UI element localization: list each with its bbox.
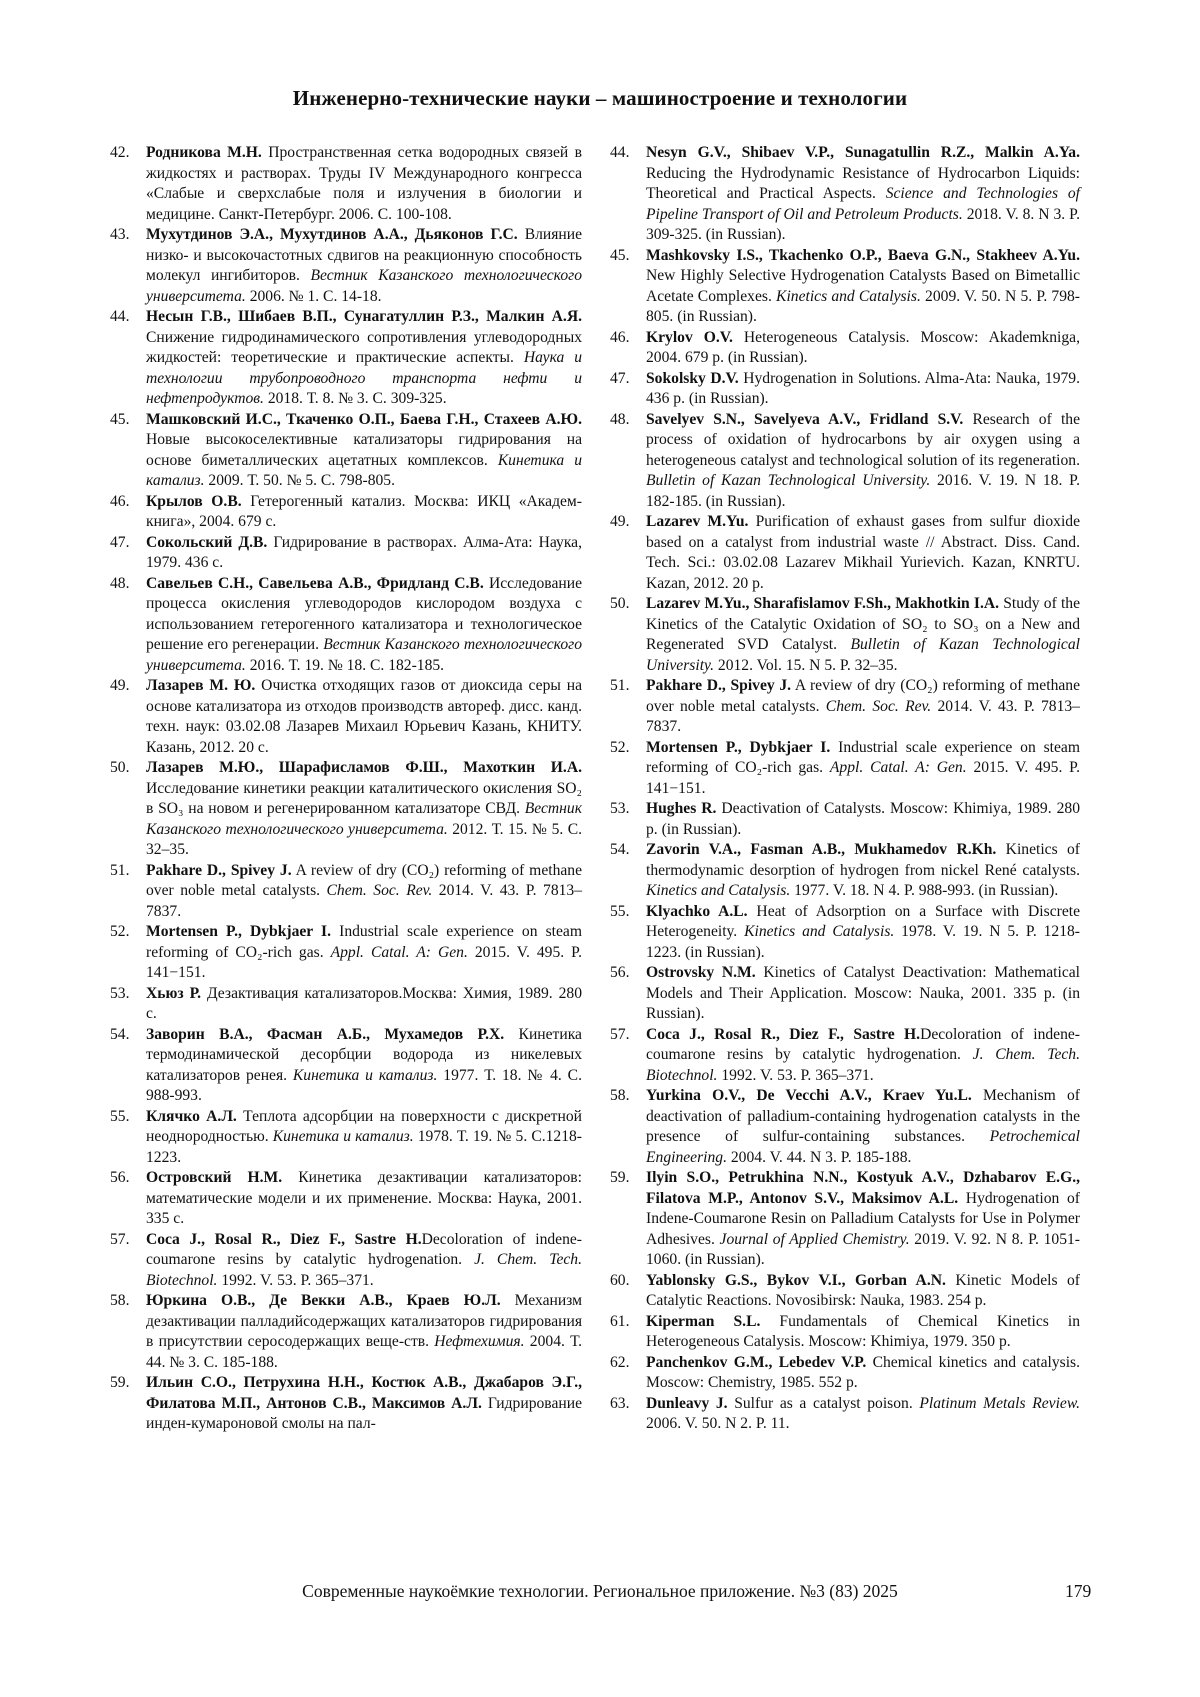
- reference-authors: Клячко А.Л.: [146, 1107, 237, 1125]
- reference-item: [110, 1230, 582, 1292]
- reference-title: Hydrogenation in Solutions. Alma-Ata: Nauka, 1979. 436 p. (in Russian).: [646, 369, 1080, 407]
- reference-title: Гетерогенный катализ. Москва: ИКЦ «Академ-книга», 2004. 679 с.: [146, 492, 582, 530]
- reference-item: [610, 1394, 1080, 1435]
- reference-authors: Mortensen P., Dybkjaer I.: [146, 923, 332, 940]
- reference-number: 50.: [610, 595, 630, 612]
- reference-journal: Appl. Catal. A: Gen.: [829, 759, 967, 776]
- reference-journal: Petrochemical Engineering.: [646, 1128, 1080, 1166]
- reference-number: 44.: [110, 308, 130, 325]
- reference-number: 43.: [110, 226, 130, 243]
- reference-details: 2004. V. 44. N 3. P. 185-188.: [726, 1148, 912, 1166]
- page-number: 179: [1065, 1581, 1092, 1601]
- reference-authors: Машковский И.С., Ткаченко О.П., Баева Г.Н., Стахеев А.Ю.: [146, 410, 582, 428]
- references-russian: [110, 143, 582, 1435]
- reference-title: Purification of exhaust gases from sulfur dioxide based on a catalyst from industrial waste // Abstract. Diss. Cand. Tech. Sci.: 03.02.08 Lazarev Mikhail Yurievich. Kazan, KNRTU. Kazan, 2012. 20 p.: [646, 513, 1080, 592]
- reference-item: [110, 533, 582, 574]
- reference-title: Влияние низко- и высокочастотных сдвигов на реакционную способность молекул ингибиторов.: [146, 226, 582, 284]
- reference-item: [610, 1086, 1080, 1168]
- reference-item: [610, 369, 1080, 410]
- reference-journal: Journal of Applied Chemistry.: [719, 1230, 910, 1248]
- reference-number: 56.: [610, 964, 630, 981]
- reference-authors: Хьюз Р.: [146, 984, 202, 1002]
- reference-journal: Chem. Soc. Rev.: [326, 882, 433, 899]
- reference-journal: Вестник Казанского технологического университета.: [146, 800, 582, 838]
- reference-journal: Science and Technologies of Pipeline Transport of Oil and Petroleum Products.: [646, 185, 1080, 223]
- reference-item: [110, 1373, 582, 1435]
- reference-number: 59.: [110, 1374, 130, 1391]
- reference-title: Deactivation of Catalysts. Moscow: Khimiya, 1989. 280 p. (in Russian).: [646, 800, 1080, 838]
- reference-authors: Klyachko A.L.: [646, 902, 748, 920]
- reference-details: 2004. Т. 44. № 3. С. 185-188.: [146, 1333, 583, 1371]
- reference-authors: Pakhare D., Spivey J.: [146, 861, 292, 879]
- reference-authors: Сокольский Д.В.: [146, 533, 268, 551]
- reference-details: 2015. V. 495. P. 141−151.: [646, 759, 1081, 797]
- reference-details: 2006. № 1. С. 14-18.: [245, 287, 382, 305]
- reference-details: 2016. Т. 19. № 18. С. 182-185.: [245, 656, 445, 674]
- reference-number: 63.: [610, 1394, 630, 1412]
- reference-authors: Заворин В.А., Фасман А.Б., Мухамедов Р.Х.: [146, 1025, 505, 1043]
- reference-authors: Panchenkov G.M., Lebedev V.P.: [646, 1353, 867, 1371]
- reference-authors: Dunleavy J.: [646, 1394, 728, 1412]
- reference-item: [110, 861, 582, 923]
- reference-title: Кинетика термодинамической десорбции водорода из никелевых катализаторов ренея.: [146, 1025, 582, 1084]
- reference-authors: Sokolsky D.V.: [646, 369, 739, 387]
- reference-item: [110, 410, 582, 492]
- reference-item: [610, 328, 1080, 369]
- reference-journal: Кинетика и катализ.: [146, 451, 582, 489]
- reference-item: [110, 922, 582, 984]
- reference-title: Дезактивация катализаторов.Москва: Химия, 1989. 280 с.: [146, 984, 582, 1022]
- reference-item: [610, 1025, 1080, 1087]
- reference-journal: Appl. Catal. A: Gen.: [330, 943, 468, 961]
- reference-authors: Savelyev S.N., Savelyeva A.V., Fridland S.V.: [646, 410, 964, 428]
- reference-number: 52.: [110, 923, 130, 940]
- reference-title: Исследование процесса окисления углеводородов кислородом воздуха с использованием гетерогенного катализатора и технологическое решение его регенерации.: [146, 574, 582, 653]
- reference-number: 49.: [110, 677, 130, 694]
- reference-title: A review of dry (CO₂) reforming of methane over noble metal catalysts.: [146, 861, 583, 899]
- reference-number: 58.: [610, 1087, 630, 1104]
- reference-authors: Lazarev M.Yu., Sharafislamov F.Sh., Makhotkin I.A.: [646, 595, 1000, 612]
- reference-journal: Вестник Казанского технологического университета.: [146, 636, 582, 674]
- reference-title: Кинетика дезактивации катализаторов: математические модели и их применение. Москва: Наука, 2001. 335 с.: [146, 1169, 582, 1227]
- reference-item: [110, 143, 582, 225]
- reference-title: A review of dry (CO₂) reforming of methane over noble metal catalysts.: [646, 677, 1081, 715]
- reference-item: [610, 799, 1080, 840]
- reference-title: Mechanism of deactivation of palladium-containing hydrogenation catalysts in the presence of sulfur-containing substances.: [646, 1087, 1080, 1145]
- reference-item: [110, 1107, 582, 1169]
- reference-details: 2018. Т. 8. № 3. С. 309-325.: [263, 390, 447, 407]
- reference-number: 50.: [110, 759, 130, 776]
- reference-item: [110, 1291, 582, 1373]
- reference-details: 1992. V. 53. P. 365–371.: [717, 1066, 874, 1084]
- reference-title: Гидрирование инден-кумароновой смолы на пал-: [146, 1394, 582, 1432]
- reference-number: 49.: [610, 513, 630, 530]
- reference-number: 47.: [610, 369, 630, 387]
- reference-authors: Ostrovsky N.M.: [646, 964, 756, 981]
- reference-title: Гидрирование в растворах. Алма-Ата: Наука, 1979. 436 с.: [146, 533, 583, 571]
- reference-authors: Coca J., Rosal R., Diez F., Sastre H.: [646, 1025, 921, 1043]
- reference-authors: Мухутдинов Э.А., Мухутдинов А.А., Дьяконов Г.С.: [146, 226, 518, 243]
- reference-title: Снижение гидродинамического сопротивления углеводородных жидкостей: теоретические и практические аспекты.: [146, 328, 582, 366]
- reference-number: 55.: [110, 1107, 130, 1125]
- reference-authors: Родникова М.Н.: [146, 144, 262, 161]
- reference-title: Пространственная сетка водородных связей в жидкостях и растворах. Труды IV Международного конгресса «Слабые и сверхслабые поля и излучения в биологии и медицине. Санкт-Петербург. 2006. С. 100-108.: [146, 144, 582, 223]
- reference-details: 2006. V. 50. N 2. P. 11.: [646, 1415, 790, 1432]
- reference-details: 2016. V. 19. N 18. P. 182-185. (in Russian).: [646, 472, 1080, 510]
- reference-title: Chemical kinetics and catalysis. Moscow: Chemistry, 1985. 552 p.: [646, 1353, 1080, 1391]
- reference-authors: Mashkovsky I.S., Tkachenko O.P., Baeva G.N., Stakheev A.Yu.: [646, 246, 1080, 264]
- reference-number: 58.: [110, 1292, 130, 1309]
- reference-journal: Bulletin of Kazan Technological University.: [646, 472, 931, 489]
- reference-journal: Kinetics and Catalysis.: [776, 287, 921, 305]
- reference-title: Механизм дезактивации палладийсодержащих катализаторов гидрирования в присутствии серосодержащих веще-ств.: [146, 1292, 582, 1350]
- reference-authors: Островский Н.М.: [146, 1169, 283, 1186]
- reference-details: 2019. V. 92. N 8. P. 1051-1060. (in Russian).: [646, 1230, 1080, 1268]
- reference-item: [110, 225, 582, 307]
- reference-number: 45.: [110, 410, 130, 428]
- reference-item: [110, 574, 582, 677]
- reference-journal: Bulletin of Kazan Technological University.: [646, 636, 1080, 674]
- reference-details: 1977. V. 18. N 4. P. 988-993. (in Russian).: [790, 882, 1059, 899]
- reference-authors: Лазарев М.Ю., Шарафисламов Ф.Ш., Махоткин И.А.: [146, 759, 582, 776]
- reference-number: 54.: [110, 1025, 130, 1043]
- reference-journal: Вестник Казанского технологического университета.: [146, 267, 582, 305]
- reference-item: [610, 1168, 1080, 1271]
- reference-number: 59.: [610, 1169, 630, 1186]
- reference-journal: J. Chem. Tech. Biotechnol.: [146, 1251, 582, 1289]
- reference-item: [610, 143, 1080, 246]
- reference-item: [110, 758, 582, 861]
- reference-item: [610, 840, 1080, 902]
- reference-number: 54.: [610, 841, 630, 858]
- reference-item: [610, 902, 1080, 964]
- reference-details: 2009. V. 50. N 5. P. 798-805. (in Russian).: [646, 287, 1080, 325]
- reference-journal: Kinetics and Catalysis.: [744, 923, 895, 940]
- reference-authors: Lazarev M.Yu.: [646, 513, 749, 530]
- reference-number: 62.: [610, 1353, 630, 1371]
- reference-number: 47.: [110, 533, 130, 551]
- reference-authors: Mortensen P., Dybkjaer I.: [646, 738, 831, 756]
- reference-number: 42.: [110, 144, 130, 161]
- reference-title: Heterogeneous Catalysis. Moscow: Akademkniga, 2004. 679 p. (in Russian).: [646, 328, 1080, 366]
- reference-authors: Kiperman S.L.: [646, 1312, 761, 1330]
- reference-title: Reducing the Hydrodynamic Resistance of Hydrocarbon Liquids: Theoretical and Practical Aspects.: [646, 164, 1080, 202]
- reference-item: [610, 1271, 1080, 1312]
- reference-number: 61.: [610, 1312, 630, 1330]
- references-english: [610, 143, 1080, 1435]
- reference-item: [110, 676, 582, 758]
- reference-title: Очистка отходящих газов от диоксида серы на основе катализатора из отходов производств автореф. дисс. канд. техн. наук: 03.02.08 Лазарев Михаил Юрьевич Казань, КНИТУ. Казань, 2012. 20 с.: [146, 677, 582, 756]
- reference-authors: Лазарев М. Ю.: [146, 677, 256, 694]
- reference-journal: Нефтехимия.: [434, 1333, 525, 1350]
- reference-number: 48.: [610, 410, 630, 428]
- reference-details: 1978. Т. 19. № 5. С.1218-1223.: [146, 1128, 582, 1166]
- reference-details: 2015. V. 495. P. 141−151.: [146, 943, 583, 981]
- reference-details: 2018. V. 8. N 3. P. 309-325. (in Russian).: [646, 205, 1080, 243]
- reference-title: Industrial scale experience on steam reforming of CO₂-rich gas.: [146, 923, 582, 961]
- reference-title: Новые высокоселективные катализаторы гидрирования на основе биметаллических ацетатных комплексов.: [146, 431, 582, 469]
- reference-authors: Ilyin S.O., Petrukhina N.N., Kostyuk A.V., Dzhabarov E.G., Filatova M.P., Antonov S.V., Maksimov A.L.: [646, 1169, 1080, 1207]
- reference-journal: Кинетика и катализ.: [292, 1066, 438, 1084]
- reference-item: [610, 738, 1080, 800]
- reference-item: [110, 1168, 582, 1230]
- reference-authors: Nesyn G.V., Shibaev V.P., Sunagatullin R.Z., Malkin A.Ya.: [646, 144, 1080, 161]
- reference-authors: Hughes R.: [646, 800, 717, 817]
- reference-title: Decoloration of indene-coumarone resins by catalytic hydrogenation.: [146, 1230, 582, 1268]
- reference-item: [610, 594, 1080, 676]
- reference-title: Теплота адсорбции на поверхности с дискретной неоднородностью.: [146, 1107, 582, 1145]
- reference-details: 1977. Т. 18. № 4. С. 988-993.: [146, 1066, 582, 1104]
- reference-details: 1992. V. 53. P. 365–371.: [217, 1271, 374, 1289]
- reference-number: 46.: [110, 492, 130, 510]
- reference-title: Industrial scale experience on steam reforming of CO₂-rich gas.: [646, 738, 1080, 776]
- reference-journal: J. Chem. Tech. Biotechnol.: [646, 1046, 1080, 1084]
- reference-number: 56.: [110, 1169, 130, 1186]
- reference-number: 51.: [610, 677, 630, 694]
- reference-number: 51.: [110, 861, 130, 879]
- reference-number: 48.: [110, 574, 130, 592]
- reference-title: Sulfur as a catalyst poison.: [727, 1394, 920, 1412]
- reference-journal: Platinum Metals Review.: [919, 1394, 1080, 1412]
- reference-authors: Yurkina O.V., De Vecchi A.V., Kraev Yu.L.: [646, 1087, 972, 1104]
- reference-title: Kinetic Models of Catalytic Reactions. Novosibirsk: Nauka, 1983. 254 p.: [646, 1271, 1080, 1309]
- reference-authors: Крылов О.В.: [146, 492, 242, 510]
- reference-number: 53.: [110, 984, 130, 1002]
- reference-number: 55.: [610, 902, 630, 920]
- running-header: Инженерно-технические науки – машиностроение и технологии: [292, 86, 908, 110]
- reference-item: [610, 1312, 1080, 1353]
- reference-item: [110, 984, 582, 1025]
- reference-details: 2014. V. 43. P. 7813–7837.: [146, 882, 583, 920]
- reference-item: [610, 676, 1080, 738]
- reference-journal: Chem. Soc. Rev.: [825, 697, 932, 715]
- reference-details: 2012. Vol. 15. N 5. P. 32–35.: [714, 656, 898, 674]
- reference-authors: Ильин С.О., Петрухина Н.Н., Костюк А.В., Джабаров Э.Г., Филатова М.П., Антонов С.В., Максимов А.Л.: [146, 1374, 582, 1412]
- reference-authors: Zavorin V.A., Fasman A.B., Mukhamedov R.Kh.: [646, 841, 997, 858]
- reference-title: Fundamentals of Chemical Kinetics in Heterogeneous Catalysis. Moscow: Khimiya, 1979. 350 p.: [646, 1312, 1080, 1350]
- reference-authors: Coca J., Rosal R., Diez F., Sastre H.: [146, 1230, 422, 1248]
- reference-details: 2012. Т. 15. № 5. С. 32–35.: [146, 820, 582, 858]
- reference-authors: Krylov O.V.: [646, 328, 733, 346]
- reference-number: 52.: [610, 738, 630, 756]
- reference-item: [610, 963, 1080, 1025]
- journal-footer: Современные наукоёмкие технологии. Региональное приложение. №3 (83) 2025: [302, 1581, 898, 1601]
- reference-title: Research of the process of oxidation of hydrocarbons by air oxygen using a heterogeneous catalyst and technological solution of its regeneration.: [646, 410, 1080, 469]
- reference-item: [610, 512, 1080, 594]
- reference-item: [110, 492, 582, 533]
- reference-details: 1978. V. 19. N 5. P. 1218-1223. (in Russian).: [646, 923, 1080, 961]
- reference-title: Hydrogenation of Indene-Coumarone Resin on Palladium Catalysts for Use in Polymer Adhesives.: [646, 1189, 1081, 1248]
- reference-item: [610, 246, 1080, 328]
- reference-item: [610, 410, 1080, 513]
- reference-details: 2009. Т. 50. № 5. С. 798-805.: [204, 472, 396, 489]
- reference-item: [610, 1353, 1080, 1394]
- reference-authors: Pakhare D., Spivey J.: [646, 677, 792, 694]
- reference-number: 60.: [610, 1271, 630, 1289]
- reference-title: Kinetics of Catalyst Deactivation: Mathematical Models and Their Application. Moscow: Nauka, 2001. 335 p. (in Russian).: [646, 964, 1080, 1022]
- reference-item: [110, 307, 582, 410]
- reference-details: 2014. V. 43. P. 7813–7837.: [646, 697, 1080, 735]
- reference-title: New Highly Selective Hydrogenation Catalysts Based on Bimetallic Acetate Complexes.: [646, 267, 1080, 305]
- reference-number: 57.: [110, 1230, 130, 1248]
- reference-title: Study of the Kinetics of the Catalytic Oxidation of SO₂ to SO₃ on a New and Regenerated SVD Catalyst.: [646, 595, 1080, 653]
- reference-journal: Наука и технологии трубопроводного транспорта нефти и нефтепродуктов.: [146, 349, 583, 407]
- reference-authors: Yablonsky G.S., Bykov V.I., Gorban A.N.: [646, 1271, 946, 1289]
- reference-item: [110, 1025, 582, 1107]
- reference-number: 45.: [610, 246, 630, 264]
- reference-number: 53.: [610, 800, 630, 817]
- reference-title: Heat of Adsorption on a Surface with Discrete Heterogeneity.: [646, 902, 1080, 940]
- reference-journal: Кинетика и катализ.: [272, 1128, 414, 1145]
- reference-authors: Несын Г.В., Шибаев В.П., Сунагатуллин Р.З., Малкин А.Я.: [146, 308, 582, 325]
- reference-authors: Савельев С.Н., Савельева А.В., Фридланд С.В.: [146, 574, 484, 592]
- reference-number: 57.: [610, 1025, 630, 1043]
- reference-title: Исследование кинетики реакции каталитического окисления SO₂ в SO₃ на новом и регенерированном катализаторе СВД.: [146, 779, 582, 817]
- reference-title: Kinetics of thermodynamic desorption of hydrogen from nickel René catalysts.: [646, 841, 1080, 879]
- reference-title: Decoloration of indene-coumarone resins by catalytic hydrogenation.: [646, 1025, 1080, 1063]
- reference-number: 44.: [610, 144, 630, 161]
- reference-number: 46.: [610, 328, 630, 346]
- reference-authors: Юркина О.В., Де Векки А.В., Краев Ю.Л.: [146, 1292, 501, 1309]
- reference-journal: Kinetics and Catalysis.: [646, 882, 791, 899]
